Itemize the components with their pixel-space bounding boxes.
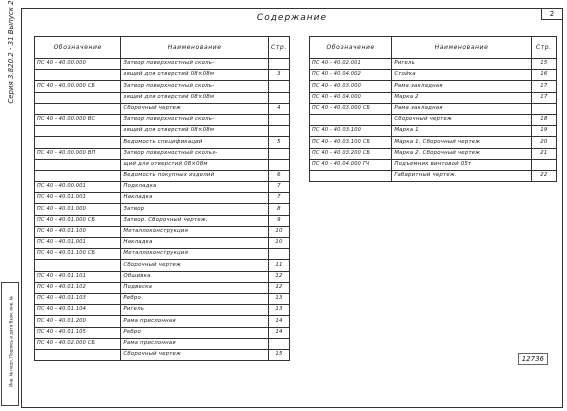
page-cell: 17 [531,92,556,103]
page-cell [268,114,289,125]
designation-cell [35,126,121,137]
designation-cell: ПС 40 - 40.01.104 [35,305,121,316]
table-row [35,338,290,349]
designation-cell: ПС 40 - 40.00.001 [35,182,121,193]
name-cell: Затвор поверхностный скольз- [121,148,269,159]
name-cell: Обшивка [121,271,269,282]
designation-cell [35,137,121,148]
table-row [35,59,290,70]
designation-cell [35,260,121,271]
page-cell: 12 [268,271,289,282]
page-cell: 8 [268,204,289,215]
name-cell: Рама закладная [392,81,531,92]
series-label: Серия 3.820.2 - 31 Выпуск 2 [7,0,15,104]
page-cell: 18 [531,114,556,125]
header-page: Стр. [268,37,289,59]
designation-cell [35,103,121,114]
contents-table-right [309,36,557,182]
page-cell: 21 [531,148,556,159]
name-cell: Ригель [392,59,531,70]
name-cell: Ведомость спецификаций [121,137,269,148]
designation-cell: ПС 40 - 40.01.100 [35,226,121,237]
table-row [310,70,557,81]
designation-cell: ПС 40 - 40.01.000 СБ [35,215,121,226]
designation-cell: ПС 40 - 40.02.000 СБ [35,338,121,349]
table-row [35,327,290,338]
page-cell: 14 [268,327,289,338]
name-cell: Рама прислонная [121,338,269,349]
name-cell: Накладка [121,193,269,204]
designation-cell: ПС 40 - 40.01.000 [35,204,121,215]
designation-cell: ПС 40 - 40.03.200 СБ [310,148,392,159]
page-cell: 6 [268,170,289,181]
page-cell: 12 [268,282,289,293]
name-cell: Сборочный чертеж [121,103,269,114]
table-header-row [35,37,290,59]
table-row [35,182,290,193]
table-row [35,293,290,304]
table-row [35,226,290,237]
designation-cell: ПС 40 - 40.01.100 СБ [35,249,121,260]
name-cell: зящий для отверстий 08×08м [121,92,269,103]
name-cell: Марка 1. Сборочный чертеж [392,137,531,148]
table-row [35,260,290,271]
page-cell: 7 [268,193,289,204]
table-row [310,126,557,137]
table-row [35,271,290,282]
inventory-number: 12736 [518,353,548,365]
sheet-number: 2 [541,9,562,20]
page-cell: 4 [268,103,289,114]
designation-cell: ПС 40 - 40.03.100 СБ [310,137,392,148]
table-row [310,137,557,148]
designation-cell: ПС 40 - 40.01.102 [35,282,121,293]
name-cell: Марка 1 [392,126,531,137]
page-cell [268,148,289,159]
table-row [310,159,557,170]
designation-cell: ПС 40 - 40.01.101 [35,271,121,282]
table-row [35,215,290,226]
table-row [35,238,290,249]
table-row [35,249,290,260]
name-cell: Затвор. Сборочный чертеж. [121,215,269,226]
table-row [310,103,557,114]
designation-cell: ПС 40 - 40.01.001 [35,193,121,204]
contents-table-left [34,36,290,361]
header-designation: Обозначение [35,37,121,59]
name-cell: Марка 2 [392,92,531,103]
table-row [310,170,557,181]
designation-cell: ПС 40 - 40.01.200 [35,316,121,327]
designation-cell: ПС 40 - 40.01.001 [35,238,121,249]
table-row [310,148,557,159]
name-cell: Накладка [121,238,269,249]
name-cell: Затвор поверхностный сколь- [121,59,269,70]
header-page: Стр. [531,37,556,59]
designation-cell: ПС 40 - 40.00.000 ВП [35,148,121,159]
name-cell: Подъемник винтовой 05т [392,159,531,170]
table-row [35,70,290,81]
designation-cell: ПС 40 - 40.03.100 [310,126,392,137]
designation-cell: ПС 40 - 40.03.000 СБ [310,103,392,114]
page-cell: 10 [268,226,289,237]
page-cell: 14 [268,316,289,327]
name-cell: Марка 2. Сборочный чертеж [392,148,531,159]
designation-cell: ПС 40 - 40.00.000 ВС [35,114,121,125]
designation-cell [35,70,121,81]
page-cell [268,159,289,170]
approval-stamp [1,282,19,406]
page-cell: 10 [268,238,289,249]
name-cell: Подкладка [121,182,269,193]
name-cell: Габаритный чертеж. [392,170,531,181]
page-cell [268,92,289,103]
header-name: Наименование [121,37,269,59]
table-row [35,282,290,293]
designation-cell: ПС 40 - 40.04.000 [310,92,392,103]
page-cell: 15 [268,349,289,360]
table-row [35,316,290,327]
table-row [310,114,557,125]
designation-cell: ПС 40 - 40.01.103 [35,293,121,304]
page-cell: 16 [531,70,556,81]
name-cell: Сборочный чертеж [121,260,269,271]
designation-cell: ПС 40 - 40.04.000 ГЧ [310,159,392,170]
table-row [35,170,290,181]
designation-cell [310,170,392,181]
page-cell: 20 [531,137,556,148]
table-row [35,305,290,316]
name-cell: Подвеска [121,282,269,293]
name-cell: Затвор поверхностный сколь- [121,114,269,125]
page-cell [531,103,556,114]
header-designation: Обозначение [310,37,392,59]
designation-cell [35,159,121,170]
designation-cell: ПС 40 - 40.03.000 [310,81,392,92]
table-row [35,159,290,170]
table-row [35,114,290,125]
table-row [35,126,290,137]
name-cell: Затвор поверхностный сколь- [121,81,269,92]
table-row [310,81,557,92]
name-cell: Ригель [121,305,269,316]
page-cell: 3 [268,70,289,81]
page-cell [268,59,289,70]
designation-cell: ПС 40 - 40.00.000 СБ [35,81,121,92]
name-cell: Металлоконструкция [121,249,269,260]
page-cell [268,126,289,137]
name-cell: зящий для отверстий 08×08м [121,126,269,137]
name-cell: щий для отверстий 08×08м [121,159,269,170]
page-cell: 19 [531,126,556,137]
table-row [35,103,290,114]
header-name: Наименование [392,37,531,59]
stamp-text: Инв. № подл. Подпись и дата Взам. инв. № [8,296,14,387]
designation-cell [35,170,121,181]
designation-cell: ПС 40 - 40.01.105 [35,327,121,338]
name-cell: Сборочный чертеж [121,349,269,360]
name-cell: Ведомость покупных изделий [121,170,269,181]
name-cell: Сборочный чертеж [392,114,531,125]
name-cell: Металлоконструкция [121,226,269,237]
designation-cell: ПС 40 - 40.04.002 [310,70,392,81]
name-cell: Стойка [392,70,531,81]
table-header-row [310,37,557,59]
table-row [310,92,557,103]
page-cell: 17 [531,81,556,92]
designation-cell: ПС 40 - 40.00.000 [35,59,121,70]
page-cell [268,338,289,349]
table-row [35,148,290,159]
table-row [35,137,290,148]
table-row [310,59,557,70]
page-cell [268,81,289,92]
page-cell: 15 [531,59,556,70]
name-cell: Ребро [121,293,269,304]
page-cell: 11 [268,260,289,271]
designation-cell: ПС 40 - 40.02.001 [310,59,392,70]
name-cell: Затвор [121,204,269,215]
page-cell: 7 [268,182,289,193]
table-row [35,193,290,204]
table-row [35,204,290,215]
designation-cell [35,349,121,360]
name-cell: Ребро [121,327,269,338]
name-cell: зящий для отверстий 08×08м [121,70,269,81]
page-cell [531,159,556,170]
designation-cell [310,114,392,125]
table-row [35,92,290,103]
page-cell: 13 [268,305,289,316]
page-cell: 9 [268,215,289,226]
table-row [35,81,290,92]
name-cell: Рама закладная [392,103,531,114]
designation-cell [35,92,121,103]
page-cell: 5 [268,137,289,148]
page-title: Содержание [256,13,328,23]
drawing-sheet [21,8,563,408]
name-cell: Рама прислонная [121,316,269,327]
page-cell [268,249,289,260]
page-cell: 22 [531,170,556,181]
table-row [35,349,290,360]
series-sidebar [1,0,19,248]
page-cell: 13 [268,293,289,304]
